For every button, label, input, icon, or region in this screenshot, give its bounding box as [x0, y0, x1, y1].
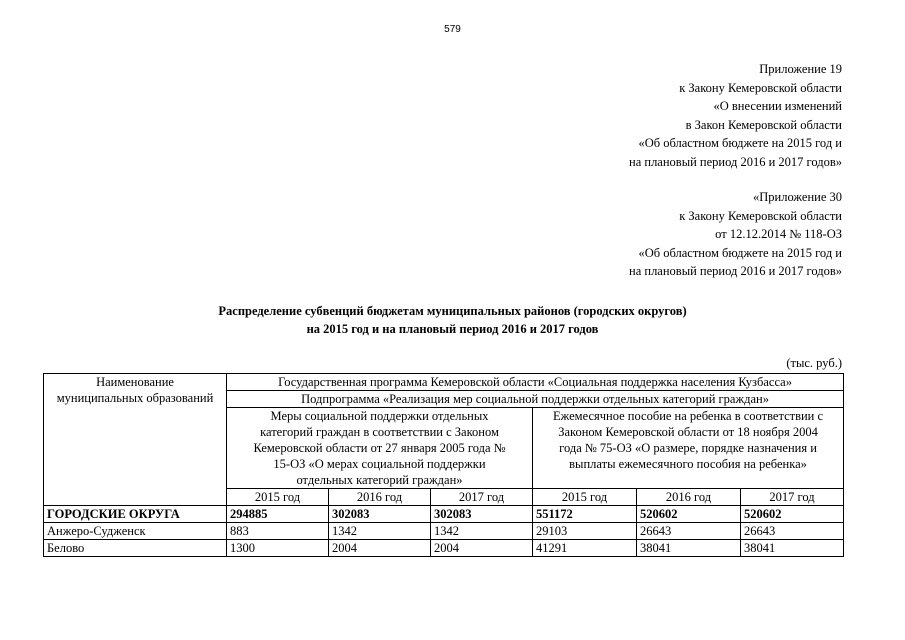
- measure2-line: выплаты ежемесячного пособия на ребенка»: [569, 457, 807, 471]
- measure2-header: [533, 408, 844, 489]
- cell-value: 294885: [227, 506, 329, 523]
- year-header: 2017 год: [431, 489, 533, 506]
- page-number: 579: [444, 24, 461, 35]
- cell-value: 520602: [741, 506, 844, 523]
- appendix-line: «О внесении изменений: [713, 99, 842, 113]
- cell-value: 26643: [637, 523, 741, 540]
- appendix-line: от 12.12.2014 № 118-ОЗ: [715, 227, 842, 241]
- table-row: [44, 506, 844, 523]
- year-header: 2017 год: [741, 489, 844, 506]
- cell-value: 29103: [533, 523, 637, 540]
- cell-value: 1342: [329, 523, 431, 540]
- cell-value: 520602: [637, 506, 741, 523]
- measure1-line: 15-ОЗ «О мерах социальной поддержки: [273, 457, 486, 471]
- appendix-30-header: [629, 188, 842, 281]
- year-header: 2015 год: [533, 489, 637, 506]
- measure1-header: [227, 408, 533, 489]
- measure1-line: категорий граждан в соответствии с Законом: [260, 425, 499, 439]
- table-row: [44, 523, 844, 540]
- units-label: (тыс. руб.): [786, 356, 842, 370]
- appendix-line: на плановый период 2016 и 2017 годов»: [629, 264, 842, 278]
- subprogram-header: Подпрограмма «Реализация мер социальной поддержки отдельных категорий граждан»: [227, 391, 844, 408]
- appendix-line: «Об областном бюджете на 2015 год и: [638, 136, 842, 150]
- measure1-line: отдельных категорий граждан»: [296, 473, 463, 487]
- row-name: Белово: [44, 540, 227, 557]
- cell-value: 302083: [431, 506, 533, 523]
- measure1-line: Меры социальной поддержки отдельных: [270, 409, 489, 423]
- cell-value: 2004: [329, 540, 431, 557]
- cell-value: 1300: [227, 540, 329, 557]
- title-line: на 2015 год и на плановый период 2016 и 2017 годов: [306, 322, 599, 336]
- cell-value: 551172: [533, 506, 637, 523]
- header-row-program: [44, 374, 844, 391]
- header-name-line: Наименование: [96, 375, 174, 389]
- measure2-line: Законом Кемеровской области от 18 ноября 2004: [558, 425, 818, 439]
- measure2-line: Ежемесячное пособие на ребенка в соответствии с: [553, 409, 824, 423]
- cell-value: 38041: [741, 540, 844, 557]
- document-title: [0, 302, 905, 338]
- appendix-line: Приложение 19: [759, 62, 842, 76]
- appendix-line: к Закону Кемеровской области: [679, 208, 842, 223]
- program-header: Государственная программа Кемеровской области «Социальная поддержка населения Кузбасса»: [227, 374, 844, 391]
- header-name-line: муниципальных образований: [56, 391, 214, 405]
- appendix-line: «Приложение 30: [753, 190, 842, 204]
- row-name: ГОРОДСКИЕ ОКРУГА: [44, 506, 227, 523]
- appendix-19-header: [629, 60, 842, 171]
- appendix-line: на плановый период 2016 и 2017 годов»: [629, 154, 842, 169]
- appendix-line: в Закон Кемеровской области: [685, 117, 842, 132]
- title-line: Распределение субвенций бюджетам муниципальных районов (городских округов): [218, 304, 687, 318]
- header-name-cell: [44, 374, 227, 506]
- row-name: Анжеро-Судженск: [44, 523, 227, 540]
- appendix-line: к Закону Кемеровской области: [679, 80, 842, 95]
- measure1-line: Кемеровской области от 27 января 2005 года №: [253, 441, 506, 455]
- year-header: 2016 год: [637, 489, 741, 506]
- cell-value: 1342: [431, 523, 533, 540]
- cell-value: 883: [227, 523, 329, 540]
- year-header: 2016 год: [329, 489, 431, 506]
- cell-value: 41291: [533, 540, 637, 557]
- cell-value: 26643: [741, 523, 844, 540]
- measure2-line: года № 75-ОЗ «О размере, порядке назначения и: [559, 441, 817, 455]
- subvention-table: [43, 373, 844, 557]
- table-row: [44, 540, 844, 557]
- year-header: 2015 год: [227, 489, 329, 506]
- appendix-line: «Об областном бюджете на 2015 год и: [638, 245, 842, 260]
- cell-value: 2004: [431, 540, 533, 557]
- cell-value: 38041: [637, 540, 741, 557]
- cell-value: 302083: [329, 506, 431, 523]
